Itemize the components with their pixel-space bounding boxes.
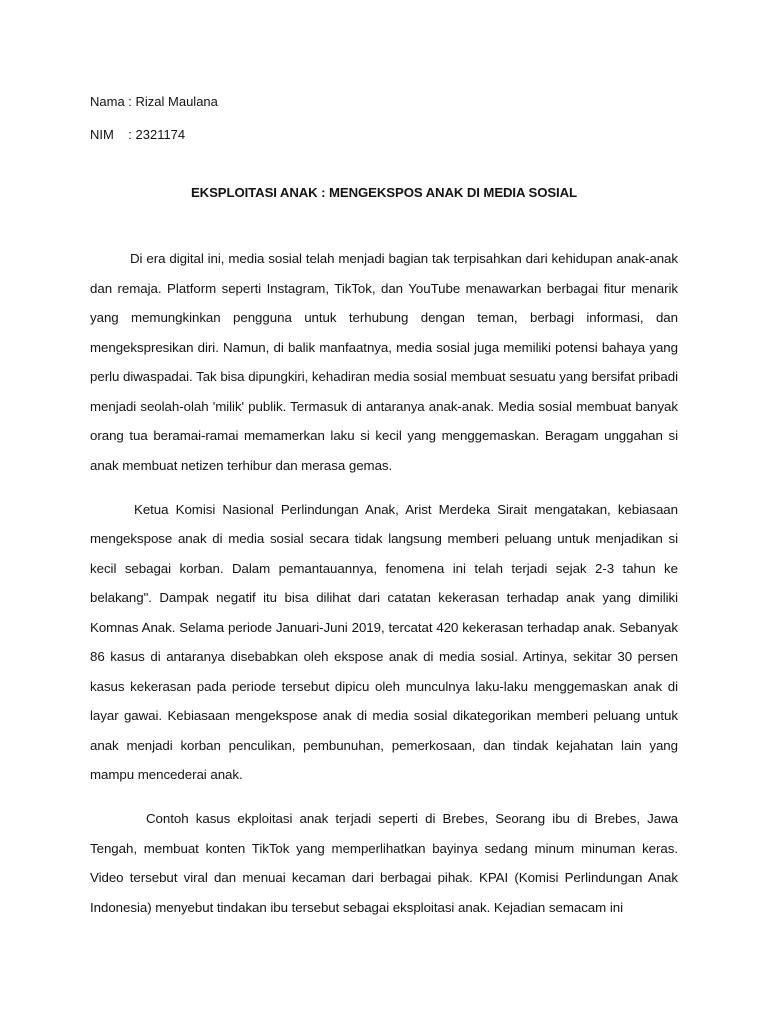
student-name-value: Rizal Maulana <box>135 94 218 109</box>
document-title: EKSPLOITASI ANAK : MENGEKSPOS ANAK DI MEDIA SOSIAL <box>190 185 577 200</box>
student-name-label: Nama : <box>90 94 136 109</box>
paragraph: Ketua Komisi Nasional Perlindungan Anak, Arist Merdeka Sirait mengatakan, kebiasaan mengekspose anak di media sosial secara tidak langsung memberi peluang untuk menjadikan si kecil sebagai korban. Dalam pemantauannya, fenomena ini telah terjadi sejak 2-3 tahun ke belakang". Dampak negatif itu bisa dilihat dari catatan kekerasan terhadap anak yang dimiliki Komnas Anak. Selama periode Januari-Juni 2019, tercatat 420 kekerasan terhadap anak. Sebanyak 86 kasus di antaranya disebabkan oleh ekspose anak di media sosial. Artinya, sekitar 30 persen kasus kekerasan pada periode tersebut dipicu oleh munculnya laku-laku menggemaskan anak di layar gawai. Kebiasaan mengekspose anak di media sosial dikategorikan memberi peluang untuk anak menjadi korban penculikan, pembunuhan, pemerkosaan, dan tindak kejahatan lain yang mampu mencederai anak. <box>90 501 678 782</box>
paragraph: Contoh kasus ekploitasi anak terjadi seperti di Brebes, Seorang ibu di Brebes, Jawa Tengah, membuat konten TikTok yang memperlihatkan bayinya sedang minum minuman keras. Video tersebut viral dan menuai kecaman dari berbagai pihak. KPAI (Komisi Perlindungan Anak Indonesia) menyebut tindakan ibu tersebut sebagai eksploitasi anak. Kejadian semacam ini <box>90 811 678 915</box>
paragraph: Di era digital ini, media sosial telah menjadi bagian tak terpisahkan dari kehidupan anak-anak dan remaja. Platform seperti Instagram, TikTok, dan YouTube menawarkan berbagai fitur menarik yang memungkinkan pengguna untuk terhubung dengan teman, berbagi informasi, dan mengekspresikan diri. Namun, di balik manfaatnya, media sosial juga memiliki potensi bahaya yang perlu diwaspadai. Tak bisa dipungkiri, kehadiran media sosial membuat sesuatu yang bersifat pribadi menjadi seolah-olah 'milik' publik. Termasuk di antaranya anak-anak. Media sosial membuat banyak orang tua beramai-ramai memamerkan laku si kecil yang menggemaskan. Beragam unggahan si anak membuat netizen terhibur dan merasa gemas. <box>90 251 678 473</box>
student-name-line <box>90 94 218 110</box>
student-id-value: 2321174 <box>135 127 186 142</box>
document-body <box>90 244 678 937</box>
student-id-label: NIM : <box>90 127 136 142</box>
student-id-line <box>90 127 185 143</box>
